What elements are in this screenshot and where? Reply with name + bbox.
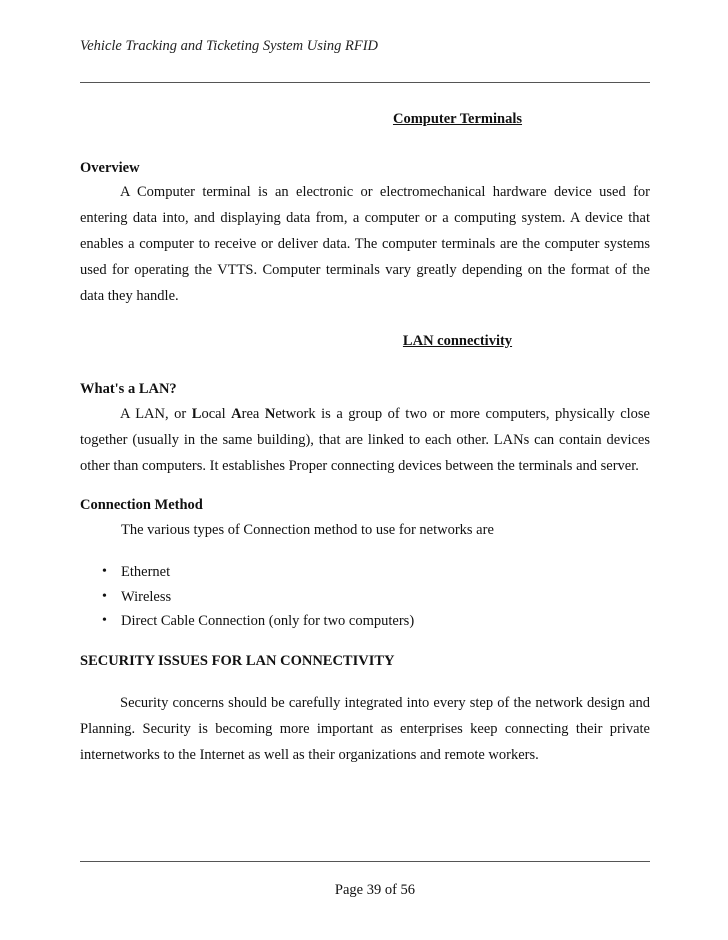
connection-method-heading: Connection Method (80, 497, 203, 513)
security-paragraph (80, 690, 650, 768)
bullet-icon: • (102, 588, 107, 604)
whats-a-lan-paragraph (80, 401, 650, 479)
overview-text: A Computer terminal is an electronic or electromechanical hardware device used for entering data into, and displaying data from, a computer or a computing system. A device that enables a computer to receive or deliver data. The computer terminals are the computer systems used for operating the VTTS. Computer terminals vary greatly depending on the format of the data they handle. (80, 184, 650, 304)
overview-heading: Overview (80, 160, 140, 176)
security-heading: SECURITY ISSUES FOR LAN CONNECTIVITY (80, 653, 395, 669)
list-item-label: Wireless (121, 588, 172, 605)
security-text: Security concerns should be carefully integrated into every step of the network design and Planning. Security is becoming more important as enterprises keep connecting their private internetworks to the Internet as well as their organizations and remote workers. (80, 695, 650, 763)
bullet-icon: • (102, 613, 107, 628)
overview-paragraph (80, 179, 650, 309)
lan-text-rea: rea (241, 406, 265, 422)
lan-text-prefix: A LAN, or (120, 406, 192, 422)
connection-methods-list (80, 560, 414, 634)
header-rule (80, 82, 650, 83)
connection-method-intro: The various types of Connection method to use for networks are (121, 522, 494, 538)
computer-terminals-title: Computer Terminals (392, 111, 523, 127)
list-item-label: Direct Cable Connection (only for two computers) (121, 613, 415, 629)
bullet-icon: • (102, 564, 107, 579)
whats-a-lan-heading: What's a LAN? (80, 381, 177, 397)
lan-acronym-a: A (231, 406, 242, 422)
lan-text-suffix: etwork is a group of two or more computers, physically close together (usually in the same building), that are linked to each other. LANs can contain devices other than computers. It establishes Proper connecting devices between the terminals and server. (80, 406, 650, 474)
lan-acronym-n: N (264, 406, 276, 422)
lan-connectivity-title: LAN connectivity (402, 333, 513, 349)
list-item-label: Ethernet (121, 564, 171, 580)
list-item (80, 560, 414, 585)
footer-rule (80, 861, 650, 862)
list-item (80, 609, 414, 634)
document-title: Vehicle Tracking and Ticketing System Using RFID (80, 38, 379, 54)
page-number: Page 39 of 56 (334, 882, 416, 898)
list-item (80, 585, 414, 610)
lan-acronym-l: L (191, 406, 202, 422)
lan-text-ocal: ocal (201, 406, 232, 422)
